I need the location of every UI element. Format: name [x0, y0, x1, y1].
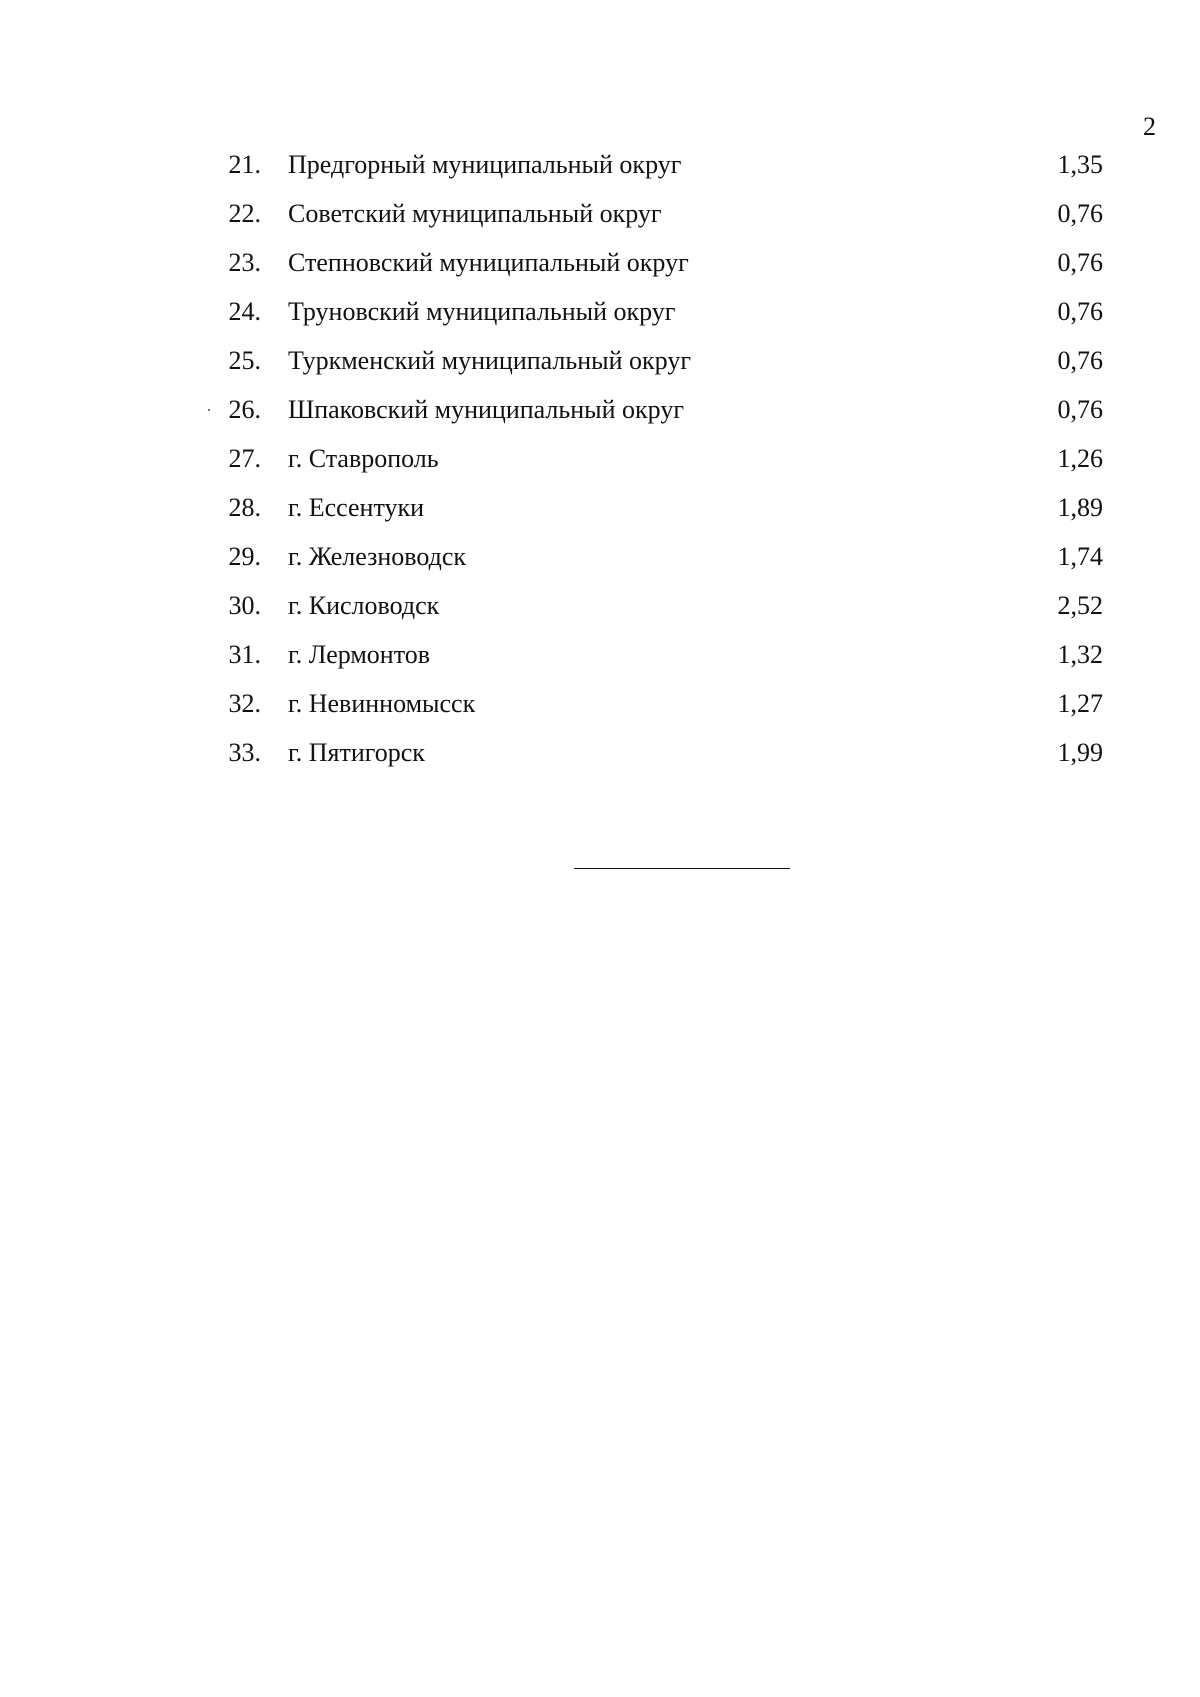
- item-value: 2,52: [1057, 591, 1103, 620]
- item-name: Предгорный муниципальный округ: [288, 150, 682, 179]
- list-item: [0, 434, 1200, 483]
- item-value: 0,76: [1057, 199, 1103, 228]
- list-item: [0, 581, 1200, 630]
- end-of-list-rule: [574, 868, 790, 869]
- item-name: г. Ессентуки: [288, 493, 425, 522]
- item-value: 1,99: [1057, 738, 1103, 767]
- item-value: 0,76: [1057, 248, 1103, 277]
- item-name: г. Железноводск: [288, 542, 467, 571]
- item-value: 1,89: [1057, 493, 1103, 522]
- list-item: [0, 287, 1200, 336]
- item-value: 0,76: [1057, 297, 1103, 326]
- item-number: 21.: [228, 150, 261, 179]
- item-name: Туркменский муниципальный округ: [288, 346, 691, 375]
- item-name: г. Пятигорск: [288, 738, 425, 767]
- item-number: 30.: [228, 591, 261, 620]
- item-number: 28.: [228, 493, 261, 522]
- item-value: 1,32: [1057, 640, 1103, 669]
- list-item: [0, 189, 1200, 238]
- item-number: 29.: [228, 542, 261, 571]
- list-item: [0, 679, 1200, 728]
- item-number: 32.: [228, 689, 261, 718]
- item-number: 26.: [228, 395, 261, 424]
- item-name: г. Кисловодск: [288, 591, 440, 620]
- item-number: 27.: [228, 444, 261, 473]
- item-number: 22.: [228, 199, 261, 228]
- item-value: 1,27: [1057, 689, 1103, 718]
- list-item: [0, 630, 1200, 679]
- list-item: [0, 140, 1200, 189]
- item-name: Советский муниципальный округ: [288, 199, 662, 228]
- item-name: Степновский муниципальный округ: [288, 248, 689, 277]
- coefficient-list: [0, 140, 1200, 777]
- item-number: 33.: [228, 738, 261, 767]
- item-name: Труновский муниципальный округ: [288, 297, 676, 326]
- item-name: Шпаковский муниципальный округ: [288, 395, 684, 424]
- list-item: [0, 385, 1200, 434]
- item-value: 1,35: [1057, 150, 1103, 179]
- item-name: г. Лермонтов: [288, 640, 430, 669]
- item-number: 24.: [228, 297, 261, 326]
- item-number: 31.: [228, 640, 261, 669]
- page-number: 2: [1143, 112, 1156, 141]
- list-item: [0, 728, 1200, 777]
- scan-speck: [208, 409, 210, 411]
- item-value: 1,74: [1057, 542, 1103, 571]
- item-name: г. Ставрополь: [288, 444, 439, 473]
- list-item: [0, 238, 1200, 287]
- item-number: 25.: [228, 346, 261, 375]
- list-item: [0, 483, 1200, 532]
- item-value: 1,26: [1057, 444, 1103, 473]
- item-value: 0,76: [1057, 395, 1103, 424]
- item-number: 23.: [228, 248, 261, 277]
- list-item: [0, 336, 1200, 385]
- list-item: [0, 532, 1200, 581]
- item-value: 0,76: [1057, 346, 1103, 375]
- item-name: г. Невинномысск: [288, 689, 476, 718]
